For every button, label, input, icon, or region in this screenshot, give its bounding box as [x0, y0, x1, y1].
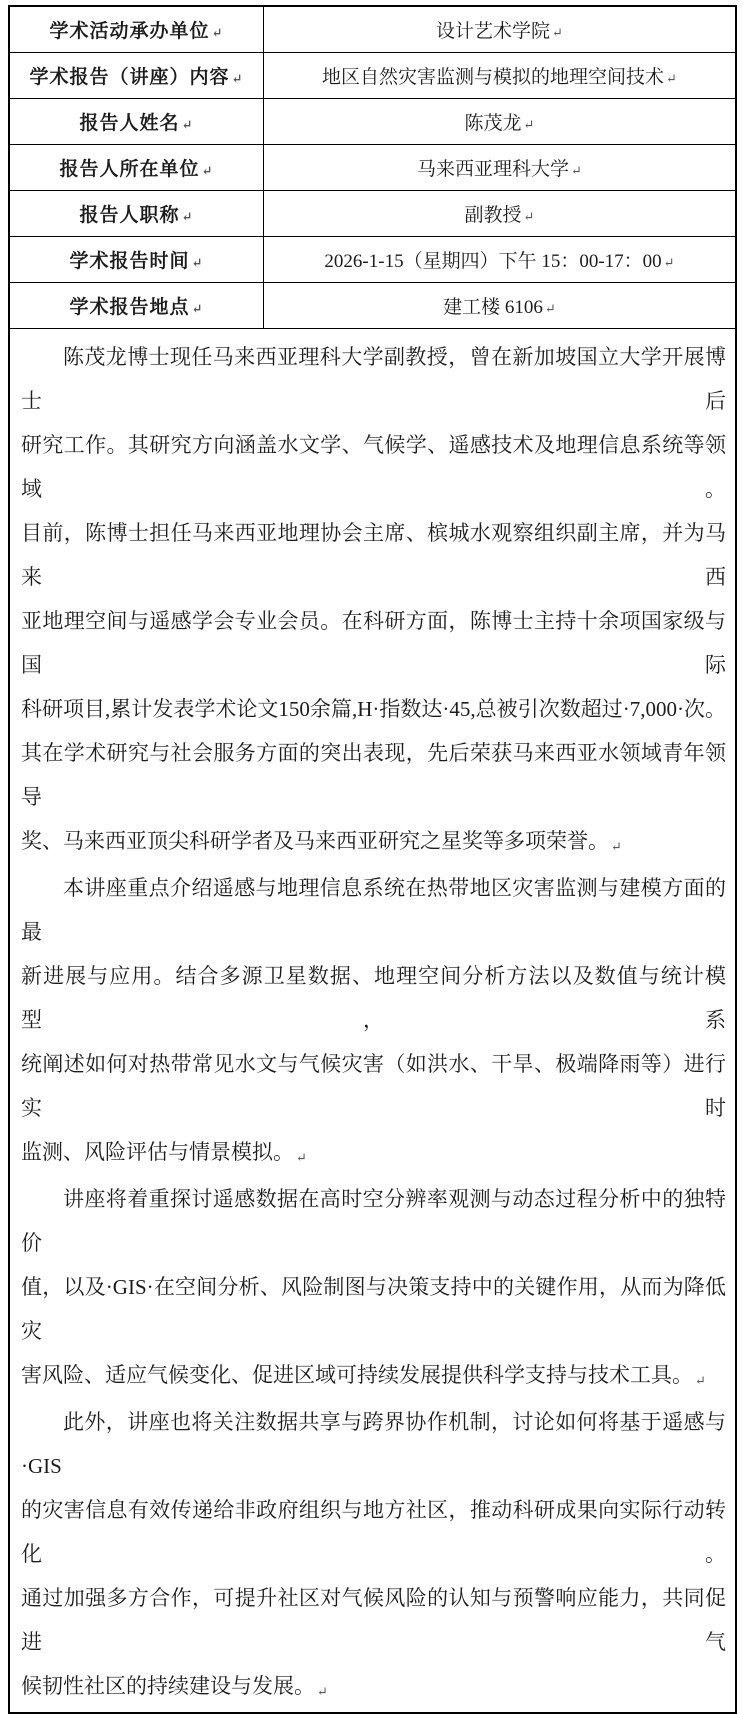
value-text: 2026-1-15（星期四）下午 15：00-17：00 [324, 251, 662, 272]
lecture-overview-paragraph [21, 866, 726, 1174]
label-text: 报告人所在单位 [59, 159, 200, 180]
text-line: 研究工作。其研究方向涵盖水文学、气候学、遥感技术及地理信息系统等领域。 [21, 433, 726, 501]
table-row [10, 53, 735, 99]
text-line [21, 1130, 726, 1174]
end-of-paragraph-mark: ↵ [296, 1150, 307, 1165]
end-of-cell-mark: ↵ [211, 25, 224, 40]
end-of-cell-mark: ↵ [523, 209, 535, 224]
text-line: 统阐述如何对热带常见水文与气候灾害（如洪水、干旱、极端降雨等）进行实时 [21, 1052, 726, 1120]
end-of-cell-mark: ↵ [231, 71, 244, 86]
line-text: 候韧性社区的持续建设与发展。 [21, 1674, 315, 1698]
table-row [10, 237, 735, 283]
info-label-lecture-time [10, 237, 264, 282]
text-line: 目前，陈博士担任马来西亚地理协会主席、槟城水观察组织副主席，并为马来西 [21, 521, 726, 589]
label-text: 学术报告（讲座）内容 [29, 67, 230, 88]
lecture-focus-paragraph [21, 1177, 726, 1397]
table-row [10, 191, 735, 237]
info-value-speaker-title [264, 191, 735, 236]
value-text: 马来西亚理科大学 [417, 159, 570, 180]
info-value-lecture-location [264, 283, 735, 328]
end-of-cell-mark: ↵ [666, 71, 677, 86]
end-of-cell-mark: ↵ [571, 163, 582, 178]
info-label-lecture-location [10, 283, 264, 328]
collaboration-paragraph [21, 1400, 726, 1708]
value-text: 地区自然灾害监测与模拟的地理空间技术 [322, 67, 665, 88]
value-text: 副教授 [464, 205, 522, 226]
end-of-cell-mark: ↵ [191, 301, 204, 316]
line-text: 监测、风险评估与情景模拟。 [21, 1140, 294, 1164]
text-line: 值，以及·GIS·在空间分析、风险制图与决策支持中的关键作用，从而为降低灾 [21, 1275, 726, 1343]
info-label-host-unit [10, 7, 264, 52]
text-line [21, 1353, 726, 1397]
lecture-announcement-table [8, 5, 737, 1714]
end-of-paragraph-mark: ↵ [695, 1373, 706, 1388]
bio-paragraph [21, 335, 726, 863]
table-row [10, 99, 735, 145]
table-row [10, 7, 735, 53]
speaker-bio-section [10, 329, 735, 1712]
label-text: 报告人姓名 [79, 113, 180, 134]
end-of-cell-mark: ↵ [181, 209, 194, 224]
text-line: 其在学术研究与社会服务方面的突出表现，先后荣获马来西亚水领域青年领导 [21, 741, 726, 809]
table-row [10, 145, 735, 191]
value-text: 建工楼 6106 [443, 297, 543, 318]
info-label-speaker-name [10, 99, 264, 144]
info-value-speaker-affiliation [264, 145, 735, 190]
text-line: 科研项目,累计发表学术论文150余篇,H·指数达·45,总被引次数超过·7,000·次。 [21, 697, 726, 721]
line-text: 奖、马来西亚顶尖科研学者及马来西亚研究之星奖等多项荣誉。 [21, 829, 609, 853]
end-of-cell-mark: ↵ [201, 163, 214, 178]
label-text: 学术活动承办单位 [49, 21, 210, 42]
end-of-paragraph-mark: ↵ [317, 1684, 328, 1699]
info-value-lecture-time [264, 237, 735, 282]
value-text: 陈茂龙 [464, 113, 522, 134]
text-line: 此外，讲座也将关注数据共享与跨界协作机制，讨论如何将基于遥感与·GIS [21, 1410, 726, 1478]
text-line: 的灾害信息有效传递给非政府组织与地方社区，推动科研成果向实际行动转化。 [21, 1498, 726, 1566]
info-value-speaker-name [264, 99, 735, 144]
line-text: 害风险、适应气候变化、促进区域可持续发展提供科学支持与技术工具。 [21, 1363, 693, 1387]
text-line: 本讲座重点介绍遥感与地理信息系统在热带地区灾害监测与建模方面的最 [21, 876, 726, 944]
text-line [21, 1664, 726, 1708]
table-row [10, 283, 735, 329]
text-line: 讲座将着重探讨遥感数据在高时空分辨率观测与动态过程分析中的独特价 [21, 1187, 726, 1255]
label-text: 学术报告地点 [69, 297, 190, 318]
text-line: 亚地理空间与遥感学会专业会员。在科研方面，陈博士主持十余项国家级与国际 [21, 609, 726, 677]
text-line: 新进展与应用。结合多源卫星数据、地理空间分析方法以及数值与统计模型，系 [21, 964, 726, 1032]
label-text: 报告人职称 [79, 205, 180, 226]
end-of-cell-mark: ↵ [191, 255, 204, 270]
end-of-cell-mark: ↵ [181, 117, 194, 132]
text-line [21, 819, 726, 863]
value-text: 设计艺术学院 [436, 21, 551, 42]
info-label-speaker-affiliation [10, 145, 264, 190]
info-label-lecture-topic [10, 53, 264, 98]
info-label-speaker-title [10, 191, 264, 236]
label-text: 学术报告时间 [69, 251, 190, 272]
text-line: 通过加强多方合作，可提升社区对气候风险的认知与预警响应能力，共同促进气 [21, 1586, 726, 1654]
info-value-host-unit [264, 7, 735, 52]
end-of-cell-mark: ↵ [544, 301, 556, 316]
text-line: 陈茂龙博士现任马来西亚理科大学副教授，曾在新加坡国立大学开展博士后 [21, 345, 726, 413]
end-of-cell-mark: ↵ [663, 255, 675, 270]
end-of-cell-mark: ↵ [552, 25, 563, 40]
info-value-lecture-topic [264, 53, 735, 98]
end-of-cell-mark: ↵ [523, 117, 535, 132]
end-of-paragraph-mark: ↵ [611, 839, 622, 854]
